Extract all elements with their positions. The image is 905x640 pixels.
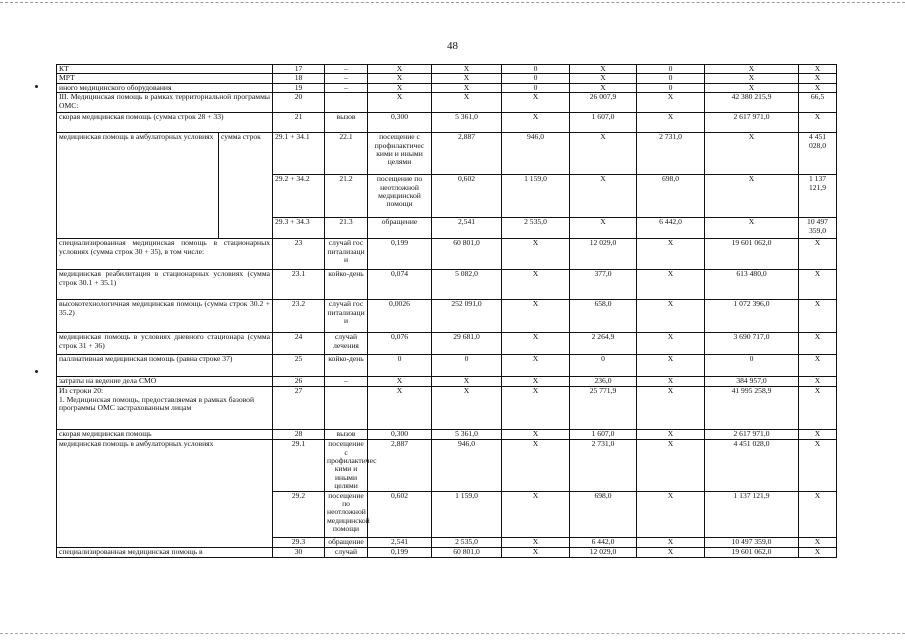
row-label: медицинская помощь в условиях дневного стационара (сумма строк 31 + 36) bbox=[57, 333, 273, 355]
value-cell: Х bbox=[799, 239, 837, 270]
row-label: медицинская реабилитация в стационарных условиях (сумма строк 30.1 + 35.1) bbox=[57, 270, 273, 300]
row-number: 23.1 bbox=[273, 270, 325, 300]
value-cell: 1 072 396,0 bbox=[705, 300, 799, 333]
value-cell: 0,300 bbox=[368, 430, 432, 440]
row-number: 29.2 bbox=[273, 491, 325, 537]
table-row bbox=[57, 377, 837, 387]
value-cell: Х bbox=[368, 93, 432, 113]
value-cell: 6 442,0 bbox=[637, 218, 705, 239]
value-cell: 2 731,0 bbox=[570, 440, 637, 491]
row-label-detail: 1. Медицинская помощь, предоставляемая в рамках базовой программы ОМС застрахованным лицам bbox=[59, 394, 255, 413]
value-cell: Х bbox=[570, 83, 637, 92]
unit-cell: вызов bbox=[325, 430, 368, 440]
value-cell: 41 995 258,9 bbox=[705, 387, 799, 430]
value-cell: 236,0 bbox=[570, 377, 637, 387]
financing-table bbox=[56, 64, 837, 558]
page-number: 48 bbox=[447, 40, 458, 52]
value-cell: 66,5 bbox=[799, 93, 837, 113]
unit-cell: вызов bbox=[325, 113, 368, 133]
table-row bbox=[57, 239, 837, 270]
value-cell: Х bbox=[799, 355, 837, 377]
sum-ref: 29.3 + 34.3 bbox=[273, 218, 325, 239]
value-cell: 19 601 062,0 bbox=[705, 239, 799, 270]
value-cell: Х bbox=[368, 65, 432, 74]
row-label: медицинская помощь в амбулаторных условиях bbox=[57, 133, 219, 239]
table-row bbox=[57, 65, 837, 74]
row-label: МРТ bbox=[57, 74, 273, 83]
value-cell: 2 617 971,0 bbox=[705, 430, 799, 440]
unit-cell: посещение с профилактичес кими и иными целями bbox=[368, 133, 432, 175]
value-cell: Х bbox=[637, 355, 705, 377]
unit-cell: случай госпитализации bbox=[325, 300, 368, 333]
value-cell: 698,0 bbox=[570, 491, 637, 537]
value-cell: Х bbox=[570, 133, 637, 175]
value-cell: 3 690 717,0 bbox=[705, 333, 799, 355]
value-cell: Х bbox=[502, 547, 570, 557]
value-cell: 946,0 bbox=[502, 133, 570, 175]
value-cell: Х bbox=[799, 300, 837, 333]
table-row bbox=[57, 430, 837, 440]
value-cell: Х bbox=[570, 175, 637, 218]
row-number: 18 bbox=[273, 74, 325, 83]
value-cell: 0 bbox=[368, 355, 432, 377]
unit-cell: случай bbox=[325, 547, 368, 557]
value-cell: 0,076 bbox=[368, 333, 432, 355]
unit-cell: обращение bbox=[368, 218, 432, 239]
unit-cell: койко-день bbox=[325, 355, 368, 377]
margin-dot bbox=[35, 370, 38, 373]
row-number: 24 bbox=[273, 333, 325, 355]
row-number: 25 bbox=[273, 355, 325, 377]
value-cell: 0 bbox=[705, 355, 799, 377]
value-cell: 1 137 121,9 bbox=[799, 175, 837, 218]
value-cell: 10 497 359,0 bbox=[799, 218, 837, 239]
value-cell: Х bbox=[570, 218, 637, 239]
value-cell: 0,602 bbox=[368, 491, 432, 537]
row-number: 21.2 bbox=[325, 175, 368, 218]
value-cell: 42 380 215,9 bbox=[705, 93, 799, 113]
value-cell: Х bbox=[570, 74, 637, 83]
value-cell: 26 007,9 bbox=[570, 93, 637, 113]
value-cell: 6 442,0 bbox=[570, 537, 637, 547]
value-cell: Х bbox=[637, 491, 705, 537]
row-label: паллиативная медицинская помощь (равна строке 37) bbox=[57, 355, 273, 377]
table-row bbox=[57, 387, 837, 430]
value-cell: Х bbox=[637, 547, 705, 557]
row-label: медицинская помощь в амбулаторных условиях bbox=[57, 440, 273, 547]
value-cell: Х bbox=[705, 175, 799, 218]
unit-cell: случай госпитализации bbox=[325, 239, 368, 270]
value-cell: Х bbox=[368, 83, 432, 92]
value-cell: 252 091,0 bbox=[432, 300, 502, 333]
value-cell: 1 159,0 bbox=[502, 175, 570, 218]
value-cell: Х bbox=[799, 65, 837, 74]
value-cell: 2,541 bbox=[368, 537, 432, 547]
unit-cell: – bbox=[325, 83, 368, 92]
unit-cell: койко-день bbox=[325, 270, 368, 300]
value-cell: Х bbox=[502, 239, 570, 270]
value-cell: Х bbox=[368, 377, 432, 387]
value-cell: 0 bbox=[502, 65, 570, 74]
value-cell: Х bbox=[502, 377, 570, 387]
value-cell: Х bbox=[502, 387, 570, 430]
value-cell: Х bbox=[799, 83, 837, 92]
sum-label: сумма строк bbox=[219, 133, 273, 239]
row-label: затраты на ведение дела СМО bbox=[57, 377, 273, 387]
value-cell: 4 451 028,0 bbox=[799, 133, 837, 175]
row-label: специализированная медицинская помощь в bbox=[57, 547, 273, 557]
value-cell: Х bbox=[705, 218, 799, 239]
value-cell: Х bbox=[799, 491, 837, 537]
table-row bbox=[57, 74, 837, 83]
value-cell: Х bbox=[368, 74, 432, 83]
value-cell: Х bbox=[502, 440, 570, 491]
value-cell: 1 137 121,9 bbox=[705, 491, 799, 537]
value-cell: Х bbox=[502, 355, 570, 377]
row-number: 23.2 bbox=[273, 300, 325, 333]
value-cell: Х bbox=[502, 333, 570, 355]
table-row bbox=[57, 547, 837, 557]
row-number: 27 bbox=[273, 387, 325, 430]
value-cell: 0,300 bbox=[368, 113, 432, 133]
value-cell: 2 731,0 bbox=[637, 133, 705, 175]
value-cell: Х bbox=[637, 93, 705, 113]
value-cell: Х bbox=[502, 491, 570, 537]
value-cell: 0 bbox=[637, 74, 705, 83]
value-cell: 2 264,9 bbox=[570, 333, 637, 355]
value-cell: Х bbox=[799, 387, 837, 430]
row-number: 17 bbox=[273, 65, 325, 74]
value-cell: 384 957,0 bbox=[705, 377, 799, 387]
value-cell: Х bbox=[799, 547, 837, 557]
row-number: 23 bbox=[273, 239, 325, 270]
value-cell: 5 361,0 bbox=[432, 113, 502, 133]
value-cell: Х bbox=[502, 300, 570, 333]
margin-dot bbox=[35, 85, 38, 88]
table-row bbox=[57, 355, 837, 377]
value-cell: 10 497 359,0 bbox=[705, 537, 799, 547]
value-cell: 0,074 bbox=[368, 270, 432, 300]
value-cell: 2,887 bbox=[432, 133, 502, 175]
scan-top-edge bbox=[0, 2, 905, 3]
value-cell: 0 bbox=[502, 74, 570, 83]
value-cell: Х bbox=[432, 387, 502, 430]
value-cell: Х bbox=[637, 270, 705, 300]
unit-cell: посещение по неотложной медицинской помощи bbox=[368, 175, 432, 218]
value-cell: Х bbox=[637, 537, 705, 547]
table-row bbox=[57, 93, 837, 113]
row-label: III. Медицинская помощь в рамках территориальной программы ОМС: bbox=[57, 93, 273, 113]
value-cell: Х bbox=[799, 74, 837, 83]
value-cell: 698,0 bbox=[637, 175, 705, 218]
value-cell: Х bbox=[799, 377, 837, 387]
value-cell: Х bbox=[637, 239, 705, 270]
value-cell: 1 607,0 bbox=[570, 430, 637, 440]
table-row bbox=[57, 300, 837, 333]
unit-cell: – bbox=[325, 65, 368, 74]
value-cell: Х bbox=[432, 74, 502, 83]
value-cell: Х bbox=[799, 537, 837, 547]
value-cell: 0 bbox=[502, 83, 570, 92]
unit-cell: случай лечения bbox=[325, 333, 368, 355]
row-number: 21 bbox=[273, 113, 325, 133]
value-cell: 1 607,0 bbox=[570, 113, 637, 133]
row-label: иного медицинского оборудования bbox=[57, 83, 273, 92]
value-cell: Х bbox=[502, 537, 570, 547]
value-cell: Х bbox=[502, 430, 570, 440]
table-row bbox=[57, 113, 837, 133]
value-cell: 0,199 bbox=[368, 547, 432, 557]
value-cell: Х bbox=[637, 377, 705, 387]
value-cell: Х bbox=[432, 377, 502, 387]
row-number: 21.3 bbox=[325, 218, 368, 239]
value-cell: 19 601 062,0 bbox=[705, 547, 799, 557]
row-number: 19 bbox=[273, 83, 325, 92]
value-cell: 4 451 028,0 bbox=[705, 440, 799, 491]
value-cell: 377,0 bbox=[570, 270, 637, 300]
value-cell: Х bbox=[705, 133, 799, 175]
value-cell: Х bbox=[799, 333, 837, 355]
scan-bottom-edge bbox=[0, 633, 905, 634]
value-cell: Х bbox=[432, 93, 502, 113]
unit-cell: обращение bbox=[325, 537, 368, 547]
value-cell: Х bbox=[637, 113, 705, 133]
value-cell: 2,887 bbox=[368, 440, 432, 491]
value-cell: Х bbox=[705, 74, 799, 83]
row-number: 30 bbox=[273, 547, 325, 557]
value-cell: Х bbox=[432, 83, 502, 92]
value-cell: 0,0026 bbox=[368, 300, 432, 333]
value-cell: Х bbox=[368, 387, 432, 430]
value-cell: 5 082,0 bbox=[432, 270, 502, 300]
row-number: 22.1 bbox=[325, 133, 368, 175]
value-cell: Х bbox=[705, 83, 799, 92]
value-cell: Х bbox=[637, 430, 705, 440]
table-row bbox=[57, 133, 837, 175]
unit-cell: посещение с профилактичес кими и иными целями bbox=[325, 440, 368, 491]
unit-cell bbox=[325, 93, 368, 113]
value-cell: Х bbox=[570, 65, 637, 74]
value-cell: Х bbox=[799, 430, 837, 440]
unit-cell: – bbox=[325, 377, 368, 387]
value-cell: Х bbox=[799, 270, 837, 300]
value-cell: 946,0 bbox=[432, 440, 502, 491]
value-cell: 0 bbox=[637, 83, 705, 92]
row-number: 20 bbox=[273, 93, 325, 113]
value-cell: Х bbox=[637, 300, 705, 333]
row-label bbox=[57, 387, 273, 430]
row-label-heading: Из строки 20: bbox=[59, 386, 104, 396]
value-cell: 2 535,0 bbox=[432, 537, 502, 547]
unit-cell: посещение по неотложной медицинской помощи bbox=[325, 491, 368, 537]
value-cell: Х bbox=[637, 333, 705, 355]
value-cell: Х bbox=[502, 113, 570, 133]
value-cell: 0,602 bbox=[432, 175, 502, 218]
value-cell: 658,0 bbox=[570, 300, 637, 333]
value-cell: 2 617 971,0 bbox=[705, 113, 799, 133]
value-cell: 1 159,0 bbox=[432, 491, 502, 537]
row-number: 28 bbox=[273, 430, 325, 440]
row-number: 26 bbox=[273, 377, 325, 387]
value-cell: Х bbox=[502, 270, 570, 300]
value-cell: Х bbox=[799, 113, 837, 133]
value-cell: 29 681,0 bbox=[432, 333, 502, 355]
value-cell: 0,199 bbox=[368, 239, 432, 270]
row-label: специализированная медицинская помощь в стационарных условиях (сумма строк 30 + 35), в том числе: bbox=[57, 239, 273, 270]
row-number: 29.3 bbox=[273, 537, 325, 547]
value-cell: 613 480,0 bbox=[705, 270, 799, 300]
value-cell: 2 535,0 bbox=[502, 218, 570, 239]
table-row bbox=[57, 270, 837, 300]
value-cell: Х bbox=[637, 387, 705, 430]
unit-cell: – bbox=[325, 74, 368, 83]
value-cell: 0 bbox=[570, 355, 637, 377]
table-row bbox=[57, 333, 837, 355]
sum-ref: 29.2 + 34.2 bbox=[273, 175, 325, 218]
row-label: высокотехнологичная медицинская помощь (сумма строк 30.2 + 35.2) bbox=[57, 300, 273, 333]
value-cell: 12 029,0 bbox=[570, 547, 637, 557]
value-cell: Х bbox=[705, 65, 799, 74]
value-cell: 60 801,0 bbox=[432, 547, 502, 557]
row-label: скорая медицинская помощь (сумма строк 28 + 33) bbox=[57, 113, 273, 133]
value-cell: 0 bbox=[637, 65, 705, 74]
table-row bbox=[57, 440, 837, 491]
value-cell: Х bbox=[799, 440, 837, 491]
row-label: КТ bbox=[57, 65, 273, 74]
value-cell: 25 771,9 bbox=[570, 387, 637, 430]
value-cell: 5 361,0 bbox=[432, 430, 502, 440]
value-cell: 0 bbox=[432, 355, 502, 377]
value-cell: 60 801,0 bbox=[432, 239, 502, 270]
value-cell: Х bbox=[637, 440, 705, 491]
row-number: 29.1 bbox=[273, 440, 325, 491]
sum-ref: 29.1 + 34.1 bbox=[273, 133, 325, 175]
value-cell: 12 029,0 bbox=[570, 239, 637, 270]
value-cell: 2,541 bbox=[432, 218, 502, 239]
value-cell: Х bbox=[502, 93, 570, 113]
row-label: скорая медицинская помощь bbox=[57, 430, 273, 440]
unit-cell bbox=[325, 387, 368, 430]
value-cell: Х bbox=[432, 65, 502, 74]
